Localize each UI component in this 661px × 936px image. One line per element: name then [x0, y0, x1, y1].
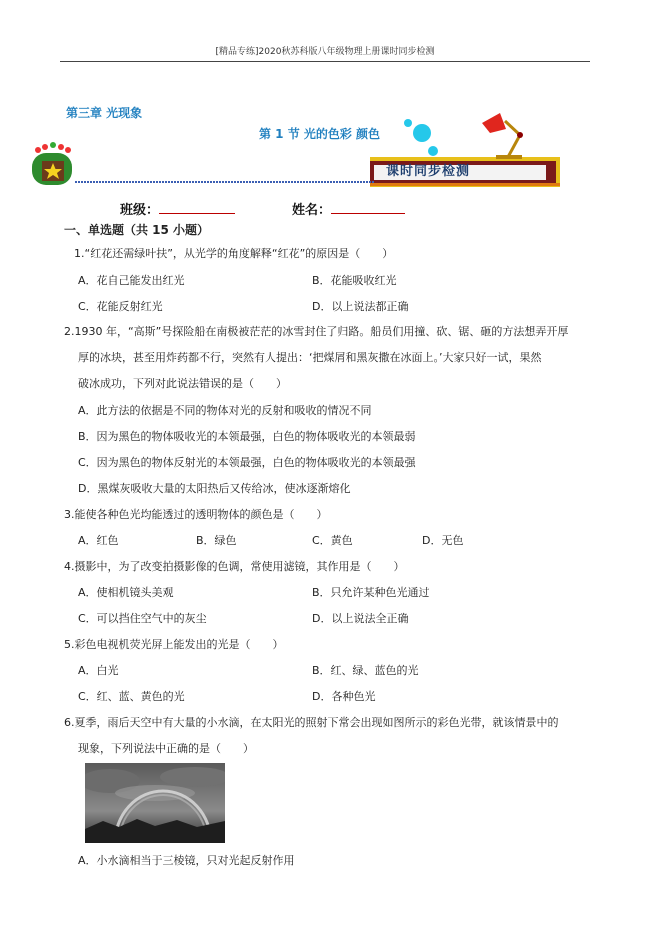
question-5-option-b[interactable]: B．红、绿、蓝色的光 — [312, 664, 419, 677]
chapter-title: 第三章 光现象 — [66, 106, 143, 120]
rainbow-photo — [85, 763, 225, 843]
question-5-option-d[interactable]: D．各种色光 — [312, 690, 376, 703]
question-2-option-c[interactable]: C．因为黑色的物体反射光的本领最强，白色的物体吸收光的本领最强 — [78, 456, 416, 469]
question-3-stem: 3.能使各种色光均能透过的透明物体的颜色是（ ） — [64, 508, 328, 521]
name-blank[interactable] — [331, 201, 405, 214]
bubble-icon — [404, 119, 412, 127]
class-label: 班级： — [120, 203, 160, 218]
dot-icon — [42, 144, 48, 150]
banner-orange-stripe — [370, 183, 560, 186]
question-3-option-a[interactable]: A．红色 — [78, 534, 119, 547]
question-2-stem-line-2: 厚的冰块，甚至用炸药都不行，突然有人提出：‘把煤屑和黑灰撒在冰面上。’大家只好一试，果然 — [78, 351, 542, 364]
dot-icon — [50, 142, 56, 148]
section-title: 第 1 节 光的色彩 颜色 — [259, 127, 381, 141]
question-4-option-d[interactable]: D．以上说法全正确 — [312, 612, 409, 625]
rainbow-scene-icon — [85, 763, 225, 843]
question-1-stem: 1.“红花还需绿叶扶”，从光学的角度解释“红花”的原因是（ ） — [74, 247, 394, 260]
question-6-stem-line-2: 现象，下列说法中正确的是（ ） — [78, 742, 254, 755]
question-6-stem-line-1: 6.夏季，雨后天空中有大量的小水滴，在太阳光的照射下常会出现如图所示的彩色光带，就该情景中的 — [64, 716, 559, 729]
question-5-option-a[interactable]: A．白光 — [78, 664, 119, 677]
class-blank[interactable] — [159, 201, 235, 214]
question-3-option-c[interactable]: C．黄色 — [312, 534, 353, 547]
dot-icon — [65, 147, 71, 153]
question-1-option-c[interactable]: C．花能反射红光 — [78, 300, 163, 313]
name-field — [292, 199, 405, 218]
question-2-stem-line-3: 破冰成功，下列对此说法错误的是（ ） — [78, 377, 287, 390]
question-2-option-d[interactable]: D．黑煤灰吸收大量的太阳热后又传给冰，使冰逐渐熔化 — [78, 482, 351, 495]
question-4-stem: 4.摄影中，为了改变拍摄影像的色调，常使用滤镜，其作用是（ ） — [64, 560, 405, 573]
question-4-option-c[interactable]: C．可以挡住空气中的灰尘 — [78, 612, 207, 625]
class-field — [120, 199, 235, 218]
question-4-option-a[interactable]: A．使相机镜头美观 — [78, 586, 174, 599]
question-3-option-d[interactable]: D．无色 — [422, 534, 464, 547]
desk-lamp-icon — [482, 113, 523, 159]
question-1-option-d[interactable]: D．以上说法都正确 — [312, 300, 409, 313]
header-divider — [60, 61, 590, 62]
page-header-title: [精品专练]2020秋苏科版八年级物理上册课时同步检测 — [215, 47, 435, 57]
question-1-option-a[interactable]: A．花自己能发出红光 — [78, 274, 185, 287]
question-5-stem: 5.彩色电视机荧光屏上能发出的光是（ ） — [64, 638, 284, 651]
bubble-icon — [413, 124, 431, 142]
dot-icon — [35, 147, 41, 153]
question-2-option-a[interactable]: A．此方法的依据是不同的物体对光的反射和吸收的情况不同 — [78, 404, 372, 417]
question-2-option-b[interactable]: B．因为黑色的物体吸收光的本领最强，白色的物体吸收光的本领最弱 — [78, 430, 416, 443]
question-3-option-b[interactable]: B．绿色 — [196, 534, 237, 547]
section-heading: 一、单选题（共 15 小题） — [64, 223, 210, 237]
name-label: 姓名： — [292, 203, 332, 218]
question-4-option-b[interactable]: B．只允许某种色光通过 — [312, 586, 430, 599]
question-6-option-a[interactable]: A．小水滴相当于三棱镜，只对光起反射作用 — [78, 854, 295, 867]
question-2-stem-line-1: 2.1930 年，“高斯”号探险船在南极被茫茫的冰雪封住了归路。船员们用撞、砍、锯、砸的方法想弄开厚 — [64, 325, 569, 338]
dot-icon — [58, 144, 64, 150]
question-5-option-c[interactable]: C．红、蓝、黄色的光 — [78, 690, 185, 703]
question-1-option-b[interactable]: B．花能吸收红光 — [312, 274, 397, 287]
banner-tag-label: 课时同步检测 — [386, 164, 471, 179]
bubble-icon — [428, 146, 438, 156]
